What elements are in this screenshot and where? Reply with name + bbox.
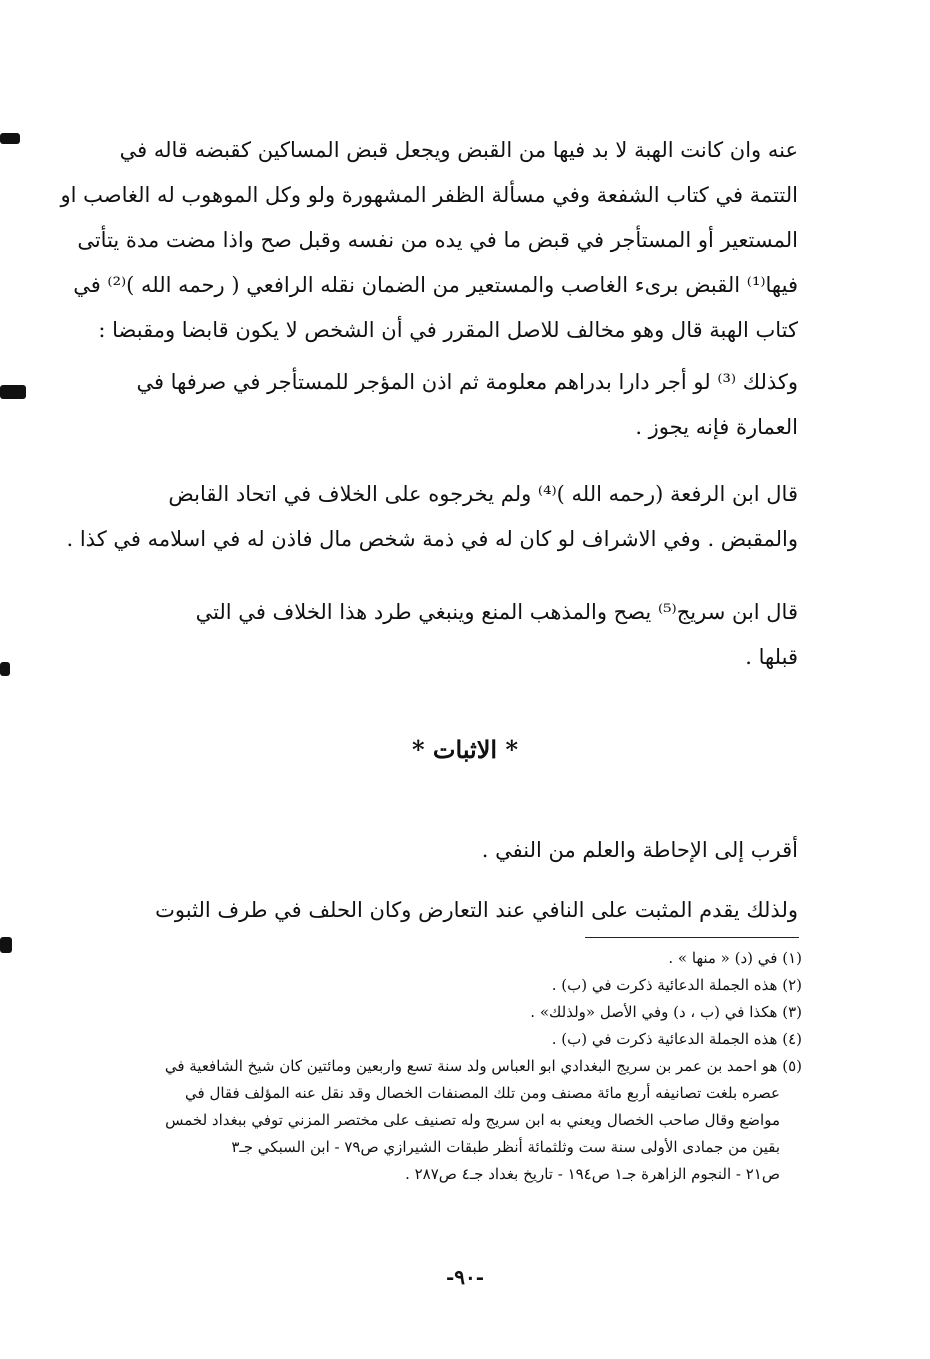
section-heading: * الاثبات * — [412, 735, 518, 764]
text-line: والمقبض . وفي الاشراف لو كان له في ذمة شخص مال فاذن له في اسلامه في كذا . — [66, 527, 798, 551]
footnote: (٢) هذه الجملة الدعائية ذكرت في (ب) . — [551, 976, 802, 994]
paragraph-5 — [108, 820, 798, 940]
text-line: التتمة في كتاب الشفعة وفي مسألة الظفر المشهورة ولو وكل الموهوب له الغاصب او — [60, 183, 798, 207]
footnote: (١) في (د) « منها » . — [668, 949, 802, 967]
text-line: قال ابن الرفعة (رحمه الله )⁽⁴⁾ ولم يخرجوه على الخلاف في اتحاد القابض — [168, 482, 798, 506]
text-line: أقرب إلى الإحاطة والعلم من النفي . — [481, 838, 798, 862]
paragraph-1 — [60, 128, 798, 353]
footnote-divider — [585, 937, 799, 938]
text-line: عنه وان كانت الهبة لا بد فيها من القبض ويجعل قبض المساكين كقبضه قاله في — [119, 138, 798, 162]
footnote: (٥) هو احمد بن عمر بن سريج البغدادي ابو العباس ولد سنة تسع واربعين ومائتين كان شيخ الشافعية في — [164, 1057, 802, 1075]
text-line: العمارة فإنه يجوز . — [635, 415, 798, 439]
footnote: (٤) هذه الجملة الدعائية ذكرت في (ب) . — [551, 1030, 802, 1048]
footnotes — [110, 945, 802, 1188]
text-line: المستعير أو المستأجر في قبض ما في يده من نفسه وقبل صح واذا مضت مدة يتأتى — [77, 228, 798, 252]
scan-mark — [0, 385, 26, 399]
text-line: كتاب الهبة قال وهو مخالف للاصل المقرر في أن الشخص لا يكون قابضا ومقبضا : — [98, 318, 798, 342]
footnote: مواضع وقال صاحب الخصال ويعني به ابن سريج وله تصنيف على مختصر المزني توفي ببغداد لخمس — [165, 1111, 780, 1129]
scan-mark — [0, 937, 12, 953]
paragraph-3 — [66, 472, 798, 562]
paragraph-2 — [108, 360, 798, 450]
text-line: ولذلك يقدم المثبت على النافي عند التعارض وكان الحلف في طرف الثبوت — [155, 898, 798, 922]
text-line: فيها⁽¹⁾ القبض برىء الغاصب والمستعير من الضمان نقله الرافعي ( رحمه الله )⁽²⁾ في — [73, 273, 798, 297]
footnote: عصره بلغت تصانيفه أربع مائة مصنف ومن تلك المصنفات الخصال وقد نقل عنه المؤلف فقال في — [185, 1084, 780, 1102]
scan-mark — [0, 662, 10, 676]
footnote: ص٢١ - النجوم الزاهرة جـ١ ص١٩٤ - تاريخ بغداد جـ٤ ص٢٨٧ . — [405, 1165, 780, 1183]
footnote: بقين من جمادى الأولى سنة ست وثلثمائة أنظر طبقات الشيرازي ص٧٩ - ابن السبكي جـ٣ — [231, 1138, 780, 1156]
scan-mark — [0, 133, 20, 144]
footnote: (٣) هكذا في (ب ، د) وفي الأصل «ولذلك» . — [530, 1003, 802, 1021]
text-line: وكذلك ⁽³⁾ لو أجر دارا بدراهم معلومة ثم اذن المؤجر للمستأجر في صرفها في — [136, 370, 798, 394]
page-number: -٩٠- — [445, 1265, 485, 1289]
paragraph-4 — [108, 590, 798, 680]
text-line: قبلها . — [745, 645, 798, 669]
text-line: قال ابن سريج⁽⁵⁾ يصح والمذهب المنع وينبغي طرد هذا الخلاف في التي — [195, 600, 798, 624]
